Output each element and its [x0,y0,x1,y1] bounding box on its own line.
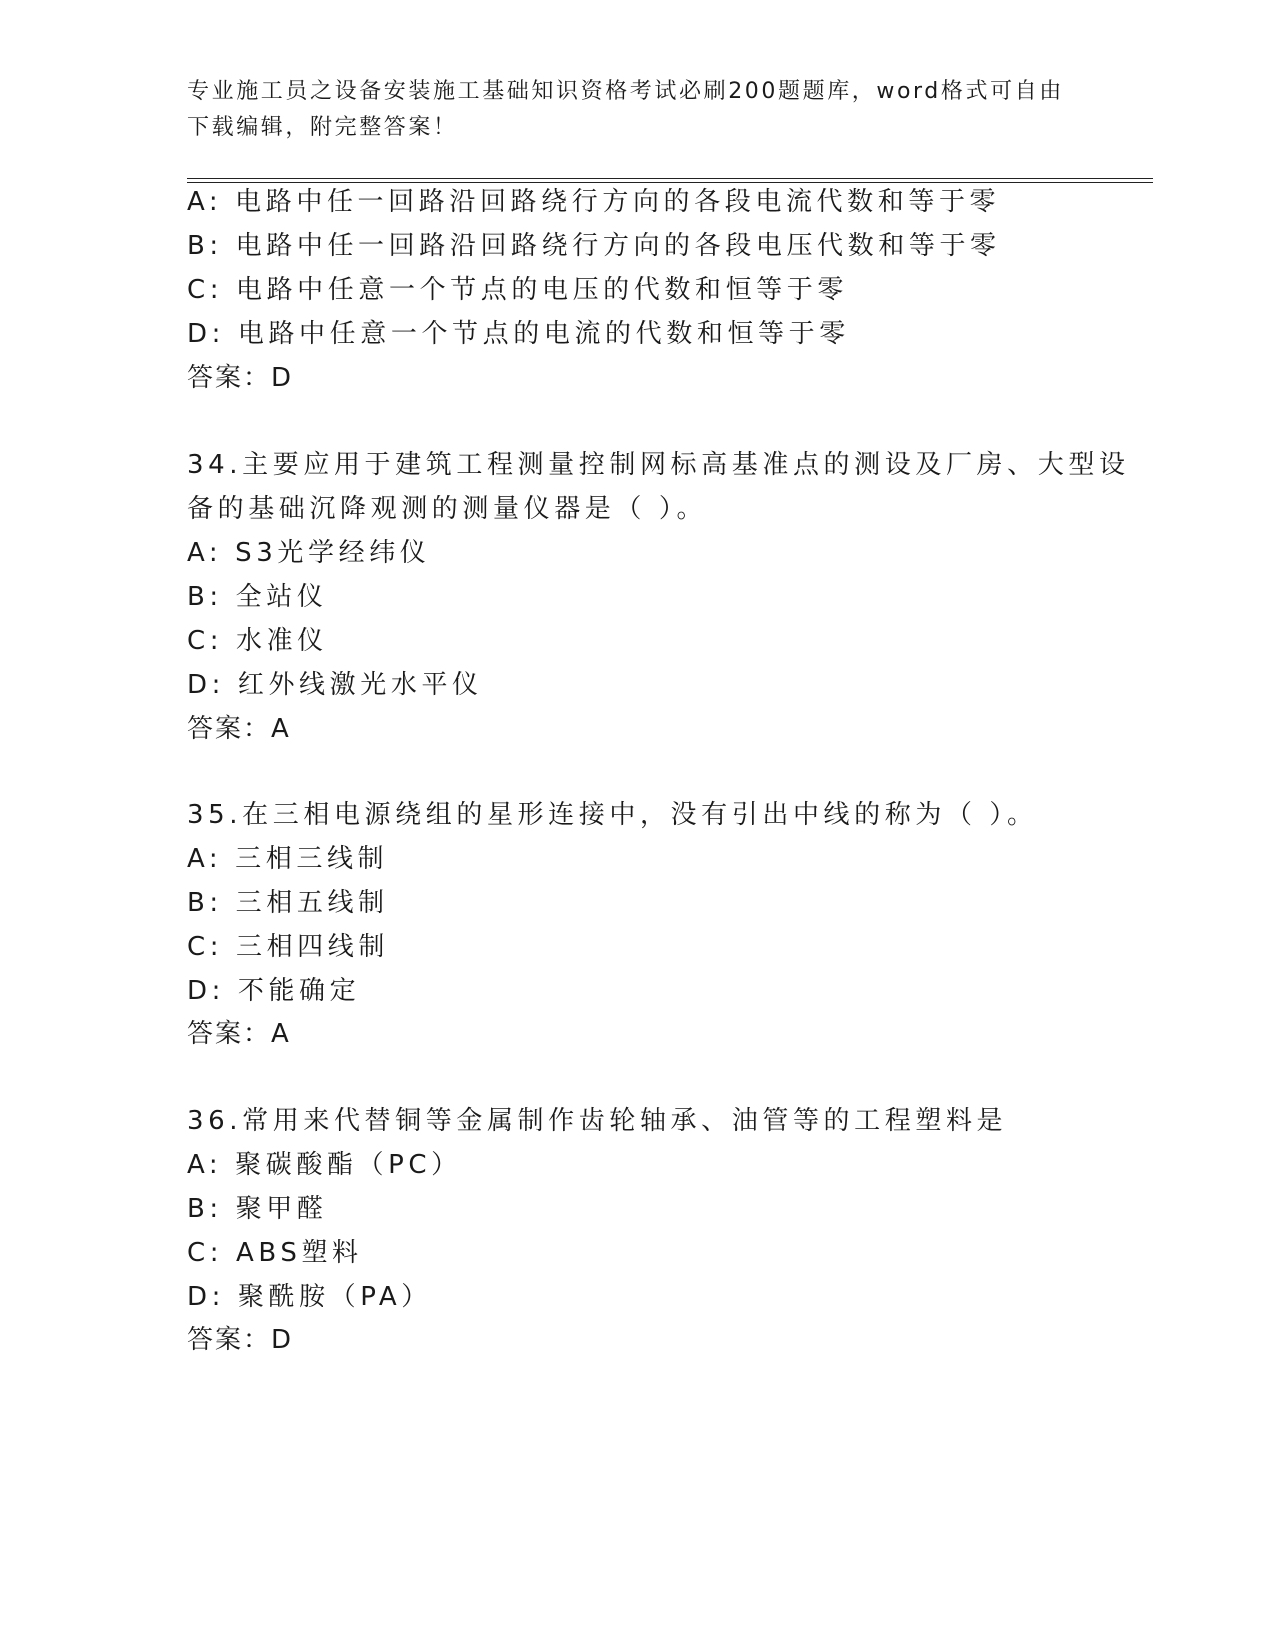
q34-stem-line-2: 备的基础沉降观测的测量仪器是（ ）。 [187,494,708,524]
q35-option-d: D: 不能确定 [187,976,361,1006]
q34-option-a: A: S3光学经纬仪 [187,538,431,568]
q34-answer: 答案：A [187,714,291,744]
document-header [187,74,1087,146]
q36-option-a: A: 聚碳酸酯（PC） [187,1150,462,1180]
q33-option-d: D: 电路中任意一个节点的电流的代数和恒等于零 [187,319,850,349]
header-title-line-1: 专业施工员之设备安装施工基础知识资格考试必刷200题题库，word格式可自由 [187,79,1064,104]
q33-option-a: A: 电路中任一回路沿回路绕行方向的各段电流代数和等于零 [187,187,1001,217]
q33-answer: 答案：D [187,363,294,393]
q35-answer: 答案：A [187,1019,291,1049]
q35-stem: 35.在三相电源绕组的星形连接中，没有引出中线的称为（ ）。 [187,800,1038,830]
q34-option-d: D: 红外线激光水平仪 [187,670,483,700]
q35-option-c: C: 三相四线制 [187,932,389,962]
q33-option-c: C: 电路中任意一个节点的电压的代数和恒等于零 [187,275,848,305]
q34-option-c: C: 水准仪 [187,626,328,656]
q36-stem: 36.常用来代替铜等金属制作齿轮轴承、油管等的工程塑料是 [187,1106,1008,1136]
q33-option-b: B: 电路中任一回路沿回路绕行方向的各段电压代数和等于零 [187,231,1001,261]
q34-option-b: B: 全站仪 [187,582,328,612]
q34-stem-line-1: 34.主要应用于建筑工程测量控制网标高基准点的测设及厂房、大型设 [187,450,1130,480]
header-divider [187,178,1153,183]
q36-option-c: C: ABS塑料 [187,1238,363,1268]
header-title-line-2: 下载编辑，附完整答案！ [187,115,458,140]
q36-option-d: D: 聚酰胺（PA） [187,1282,432,1312]
q35-option-a: A: 三相三线制 [187,844,389,874]
q35-option-b: B: 三相五线制 [187,888,389,918]
q36-answer: 答案：D [187,1325,294,1355]
q36-option-b: B: 聚甲醛 [187,1194,328,1224]
